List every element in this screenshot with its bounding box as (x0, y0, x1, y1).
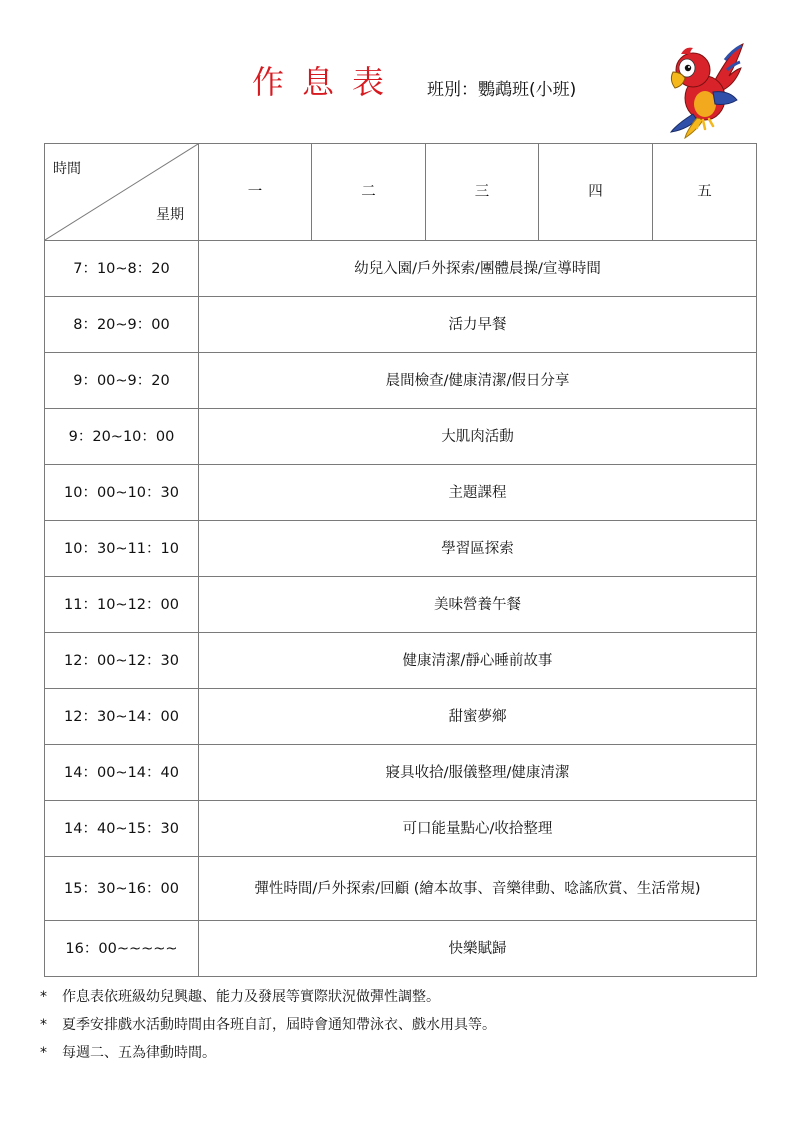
note-item (40, 988, 496, 1016)
note-item (40, 1016, 496, 1044)
table-row (45, 353, 757, 409)
note-bullet: * (40, 989, 47, 1005)
time-cell: 12：30~14：00 (45, 689, 199, 745)
time-cell: 15：30~16：00 (45, 857, 199, 921)
corner-label-time: 時間 (53, 161, 81, 177)
table-row (45, 465, 757, 521)
note-item (40, 1044, 496, 1072)
table-row (45, 241, 757, 297)
class-label: 班別：鸚鵡班(小班) (427, 80, 577, 100)
activity-cell: 幼兒入園/戶外探索/團體晨操/宣導時間 (199, 241, 757, 297)
note-bullet: * (40, 1017, 47, 1033)
activity-cell: 彈性時間/戶外探索/回顧 (繪本故事、音樂律動、唸謠欣賞、生活常規) (199, 857, 757, 921)
day-header: 二 (312, 144, 426, 241)
table-row (45, 633, 757, 689)
notes-list (40, 988, 496, 1072)
table-row (45, 689, 757, 745)
table-row (45, 409, 757, 465)
activity-cell: 寢具收拾/服儀整理/健康清潔 (199, 745, 757, 801)
table-row (45, 857, 757, 921)
activity-cell: 健康清潔/靜心睡前故事 (199, 633, 757, 689)
note-bullet: * (40, 1045, 47, 1061)
parrot-mascot-icon (663, 40, 747, 140)
time-cell: 11：10~12：00 (45, 577, 199, 633)
note-text: 每週二、五為律動時間。 (62, 1045, 216, 1061)
day-header: 三 (426, 144, 539, 241)
activity-cell: 學習區探索 (199, 521, 757, 577)
corner-label-day: 星期 (156, 207, 184, 223)
time-cell: 14：40~15：30 (45, 801, 199, 857)
page-title: 作息表 (252, 63, 403, 101)
diagonal-divider (45, 144, 198, 240)
time-cell: 8：20~9：00 (45, 297, 199, 353)
activity-cell: 晨間檢查/健康清潔/假日分享 (199, 353, 757, 409)
activity-cell: 大肌肉活動 (199, 409, 757, 465)
activity-cell: 可口能量點心/收拾整理 (199, 801, 757, 857)
note-text: 夏季安排戲水活動時間由各班自訂，屆時會通知帶泳衣、戲水用具等。 (62, 1017, 496, 1033)
time-cell: 12：00~12：30 (45, 633, 199, 689)
activity-cell: 甜蜜夢鄉 (199, 689, 757, 745)
time-cell: 16：00~~~~~ (45, 921, 199, 977)
table-row (45, 297, 757, 353)
table-row (45, 521, 757, 577)
table-row (45, 921, 757, 977)
corner-cell (45, 144, 199, 241)
table-row (45, 801, 757, 857)
activity-cell: 活力早餐 (199, 297, 757, 353)
note-text: 作息表依班級幼兒興趣、能力及發展等實際狀況做彈性調整。 (62, 989, 440, 1005)
time-cell: 9：00~9：20 (45, 353, 199, 409)
day-header: 四 (539, 144, 653, 241)
day-header: 一 (199, 144, 312, 241)
activity-cell: 美味營養午餐 (199, 577, 757, 633)
table-row (45, 577, 757, 633)
day-header: 五 (653, 144, 757, 241)
time-cell: 14：00~14：40 (45, 745, 199, 801)
activity-cell: 快樂賦歸 (199, 921, 757, 977)
table-row (45, 745, 757, 801)
time-cell: 10：30~11：10 (45, 521, 199, 577)
time-cell: 10：00~10：30 (45, 465, 199, 521)
time-cell: 7：10~8：20 (45, 241, 199, 297)
schedule-table (44, 143, 757, 977)
table-header-row (45, 144, 757, 241)
activity-cell: 主題課程 (199, 465, 757, 521)
time-cell: 9：20~10：00 (45, 409, 199, 465)
